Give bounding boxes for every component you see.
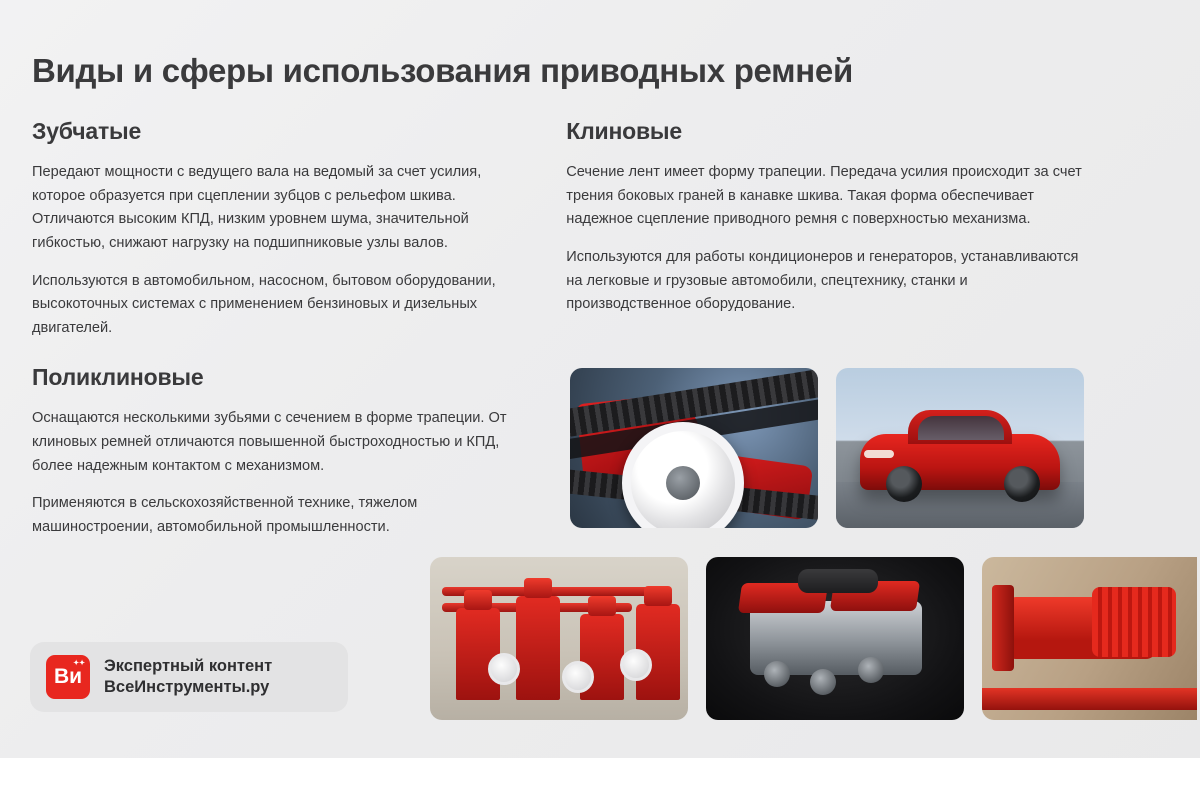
sparkle-icon: ✦✦: [73, 660, 85, 667]
toothed-belt-pulley-photo: [570, 368, 818, 528]
v8-engine-photo: [706, 557, 964, 720]
section-heading-polyv: Поликлиновые: [32, 364, 204, 391]
section-paragraph: Применяются в сельскохозяйственной технике, тяжелом машиностроении, автомобильной промышленности.: [32, 495, 418, 535]
column-right: [564, 118, 1170, 354]
lower-area: [30, 364, 1170, 553]
page-title: Виды и сферы использования приводных ремней: [32, 52, 853, 89]
section-paragraph: Оснащаются несколькими зубьями с сечением в форме трапеции. От клиновых ремней отличаются повышенной быстроходностью и КПД, более надежным контактом с механизмом.: [32, 410, 507, 474]
section-heading-toothed: Зубчатые: [32, 117, 142, 144]
image-gallery-bottom: [430, 557, 1197, 720]
column-left: [30, 118, 528, 354]
content-columns: [30, 118, 1170, 354]
brand-badge: [30, 642, 348, 712]
section-paragraph: Сечение лент имеет форму трапеции. Передача усилия происходит за счет трения боковых граней в канавке шкива. Такая форма обеспечивает надежное сцепление приводного ремня с поверхностью механизма.: [566, 163, 1082, 228]
bottom-white-strip: [0, 758, 1200, 800]
section-vbelt: [564, 118, 1170, 317]
section-paragraph: Используются для работы кондиционеров и генераторов, устанавливаются на легковые и грузовые автомобили, спецтехнику, станки и производственное оборудование.: [566, 248, 1079, 313]
image-gallery-top: [570, 368, 1084, 553]
red-valve-equipment-photo: [982, 557, 1197, 720]
logo-text: Ви: [53, 665, 83, 688]
brand-badge-text: [104, 656, 272, 699]
section-heading-vbelt: Клиновые: [566, 117, 682, 144]
brand-badge-line1: Экспертный контент: [104, 656, 273, 675]
red-pump-station-photo: [430, 557, 688, 720]
red-sports-car-photo: [836, 368, 1084, 528]
vseinstrumenti-logo-icon: [46, 655, 90, 699]
section-polyv: [30, 364, 540, 553]
section-toothed: [30, 118, 528, 340]
brand-badge-line2: ВсеИнструменты.ру: [104, 678, 270, 696]
section-paragraph: Используются в автомобильном, насосном, бытовом оборудовании, высокоточных системах с применением бензиновых и дизельных двигателей.: [32, 272, 496, 336]
section-paragraph: Передают мощности с ведущего вала на ведомый за счет усилия, которое образуется при сцеплении зубцов с рельефом шкива. Отличаются высоким КПД, низким уровнем шума, значительной гибкостью, снижают нагрузку на подшипниковые узлы валов.: [32, 163, 482, 251]
